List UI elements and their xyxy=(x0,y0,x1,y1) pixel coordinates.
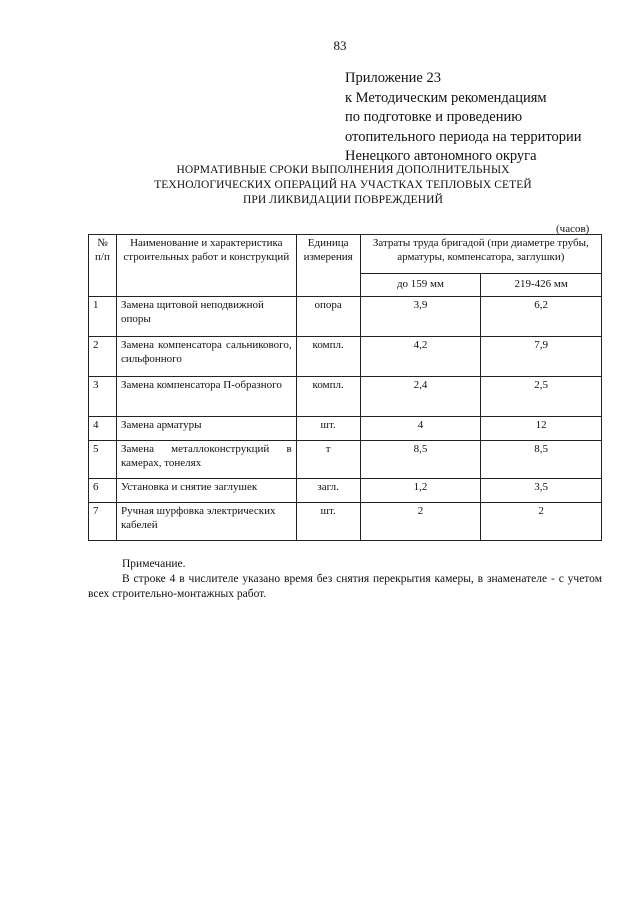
header-name: Наименование и характеристика строительных работ и конструкций xyxy=(116,235,296,297)
row-d2: 7,9 xyxy=(481,337,602,377)
appendix-line: по подготовке и проведению xyxy=(345,109,523,125)
header-diameter-1: до 159 мм xyxy=(360,274,481,297)
header-labor: Затраты труда бригадой (при диаметре трубы, арматуры, компенсатора, заглушки) xyxy=(360,235,601,274)
row-d2: 8,5 xyxy=(481,441,602,479)
row-name: Установка и снятие заглушек xyxy=(116,479,296,503)
row-d1: 2,4 xyxy=(360,377,481,417)
row-d2: 12 xyxy=(481,417,602,441)
table-row xyxy=(89,377,602,417)
row-d2: 6,2 xyxy=(481,297,602,337)
row-unit: т xyxy=(296,441,360,479)
row-d1: 8,5 xyxy=(360,441,481,479)
appendix-line: Ненецкого автономного округа xyxy=(345,148,537,164)
appendix-line: к Методическим рекомендациям xyxy=(345,89,547,106)
appendix-reference xyxy=(345,69,582,167)
table-row xyxy=(89,337,602,377)
row-num: 6 xyxy=(89,479,117,503)
row-d2: 2 xyxy=(481,503,602,541)
row-d2: 2,5 xyxy=(481,377,602,417)
row-name: Замена компенсатора сальникового, сильфонного xyxy=(116,337,296,377)
row-name: Замена компенсатора П-образного xyxy=(116,377,296,417)
page-number: 83 xyxy=(333,38,347,53)
table-row xyxy=(89,297,602,337)
row-name: Замена металлоконструкций в камерах, тонелях xyxy=(116,441,296,479)
row-name: Замена арматуры xyxy=(116,417,296,441)
row-d1: 4 xyxy=(360,417,481,441)
row-unit: опора xyxy=(296,297,360,337)
row-unit: шт. xyxy=(296,503,360,541)
row-num: 4 xyxy=(89,417,117,441)
title-line: ПРИ ЛИКВИДАЦИИ ПОВРЕЖДЕНИЙ xyxy=(243,194,443,206)
row-num: 2 xyxy=(89,337,117,377)
row-num: 1 xyxy=(89,297,117,337)
norms-table xyxy=(88,234,602,541)
row-num: 3 xyxy=(89,377,117,417)
row-d1: 2 xyxy=(360,503,481,541)
row-d2: 3,5 xyxy=(481,479,602,503)
row-d1: 3,9 xyxy=(360,297,481,337)
row-name: Замена щитовой неподвижной опоры xyxy=(116,297,296,337)
table-row xyxy=(89,417,602,441)
header-num: № п/п xyxy=(89,235,117,297)
units-note: (часов) xyxy=(556,223,590,235)
note-text: В строке 4 в числителе указано время без снятия перекрытия камеры, в знаменателе - с учетом всех строительно-монтажных работ. xyxy=(88,573,602,600)
row-unit: шт. xyxy=(296,417,360,441)
appendix-line: отопительного периода на территории xyxy=(345,128,582,145)
title-line: ТЕХНОЛОГИЧЕСКИХ ОПЕРАЦИЙ НА УЧАСТКАХ ТЕПЛОВЫХ СЕТЕЙ xyxy=(154,179,532,191)
appendix-line: Приложение 23 xyxy=(345,70,441,86)
document-title xyxy=(100,163,586,208)
row-unit: загл. xyxy=(296,479,360,503)
row-d1: 1,2 xyxy=(360,479,481,503)
row-num: 5 xyxy=(89,441,117,479)
row-name: Ручная шурфовка электрических кабелей xyxy=(116,503,296,541)
header-unit: Единица измерения xyxy=(296,235,360,297)
table-row xyxy=(89,479,602,503)
table-row xyxy=(89,503,602,541)
title-line: НОРМАТИВНЫЕ СРОКИ ВЫПОЛНЕНИЯ ДОПОЛНИТЕЛЬНЫХ xyxy=(176,164,510,176)
table-row xyxy=(89,441,602,479)
note-title: Примечание. xyxy=(122,558,186,570)
row-unit: компл. xyxy=(296,337,360,377)
note-block xyxy=(88,557,602,602)
row-unit: компл. xyxy=(296,377,360,417)
row-num: 7 xyxy=(89,503,117,541)
header-diameter-2: 219-426 мм xyxy=(481,274,602,297)
table-header-row xyxy=(89,235,602,274)
row-d1: 4,2 xyxy=(360,337,481,377)
